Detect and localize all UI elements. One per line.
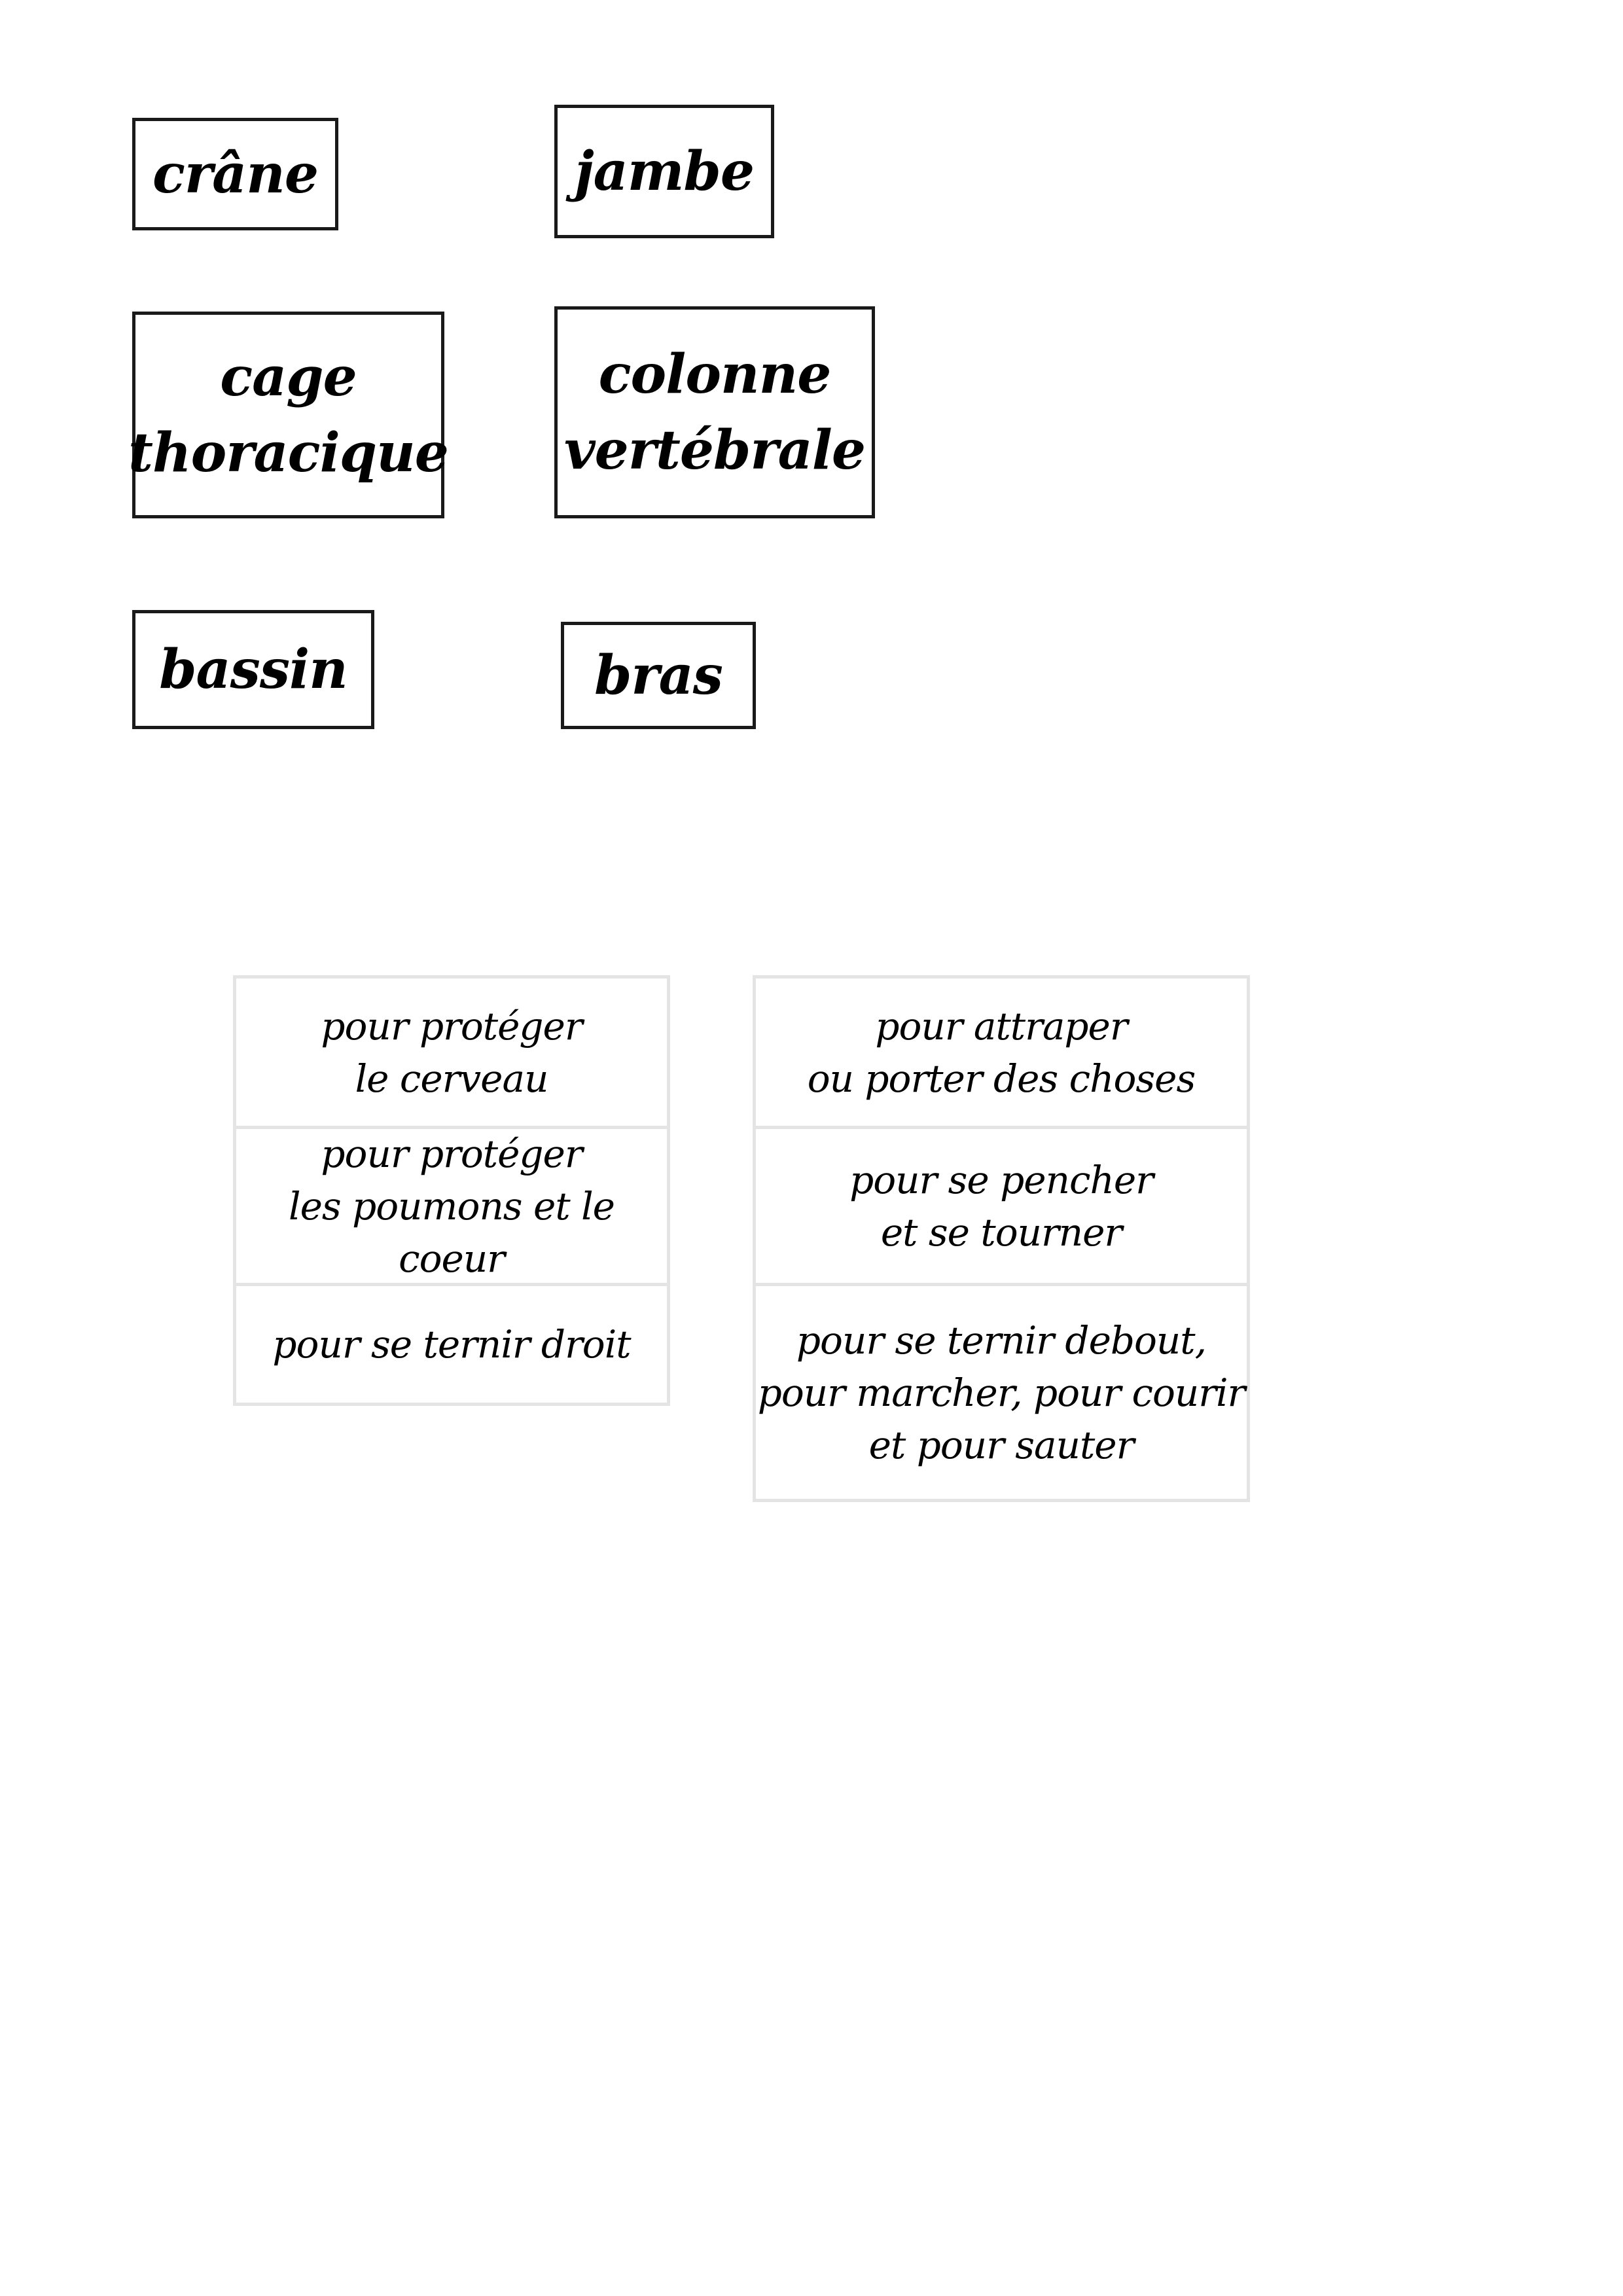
word-card-bras[interactable] bbox=[561, 622, 756, 729]
function-card-text: pour se ternir debout, pour marcher, pour courir et pour sauter bbox=[757, 1318, 1245, 1467]
function-cards-right-column bbox=[753, 975, 1250, 1502]
word-card-label: crâne bbox=[152, 143, 319, 206]
function-cards-left-column bbox=[233, 975, 670, 1406]
function-card-grab-carry[interactable] bbox=[756, 978, 1247, 1129]
word-card-colonne-vertebrale[interactable] bbox=[554, 306, 875, 518]
function-card-text: pour protéger les poumons et le coeur bbox=[289, 1131, 615, 1281]
word-card-crane[interactable] bbox=[132, 118, 338, 230]
word-card-label: cage thoracique bbox=[128, 346, 448, 484]
function-card-bend-turn[interactable] bbox=[756, 1129, 1247, 1286]
function-card-text: pour se ternir droit bbox=[272, 1322, 631, 1367]
function-card-protect-lungs-heart[interactable] bbox=[236, 1129, 667, 1286]
word-card-label: colonne vertébrale bbox=[563, 343, 866, 482]
word-card-label: bassin bbox=[159, 638, 348, 701]
function-card-text: pour se pencher et se tourner bbox=[849, 1157, 1153, 1255]
function-card-protect-brain[interactable] bbox=[236, 978, 667, 1129]
word-card-jambe[interactable] bbox=[554, 105, 774, 238]
function-card-text: pour attraper ou porter des choses bbox=[807, 1003, 1196, 1101]
function-card-text: pour protéger le cerveau bbox=[321, 1003, 582, 1101]
function-card-stand-walk-run-jump[interactable] bbox=[756, 1286, 1247, 1499]
function-card-stand-straight[interactable] bbox=[236, 1286, 667, 1403]
word-card-label: jambe bbox=[574, 140, 755, 203]
word-card-label: bras bbox=[594, 644, 722, 707]
word-card-bassin[interactable] bbox=[132, 610, 374, 729]
word-card-cage-thoracique[interactable] bbox=[128, 312, 448, 518]
